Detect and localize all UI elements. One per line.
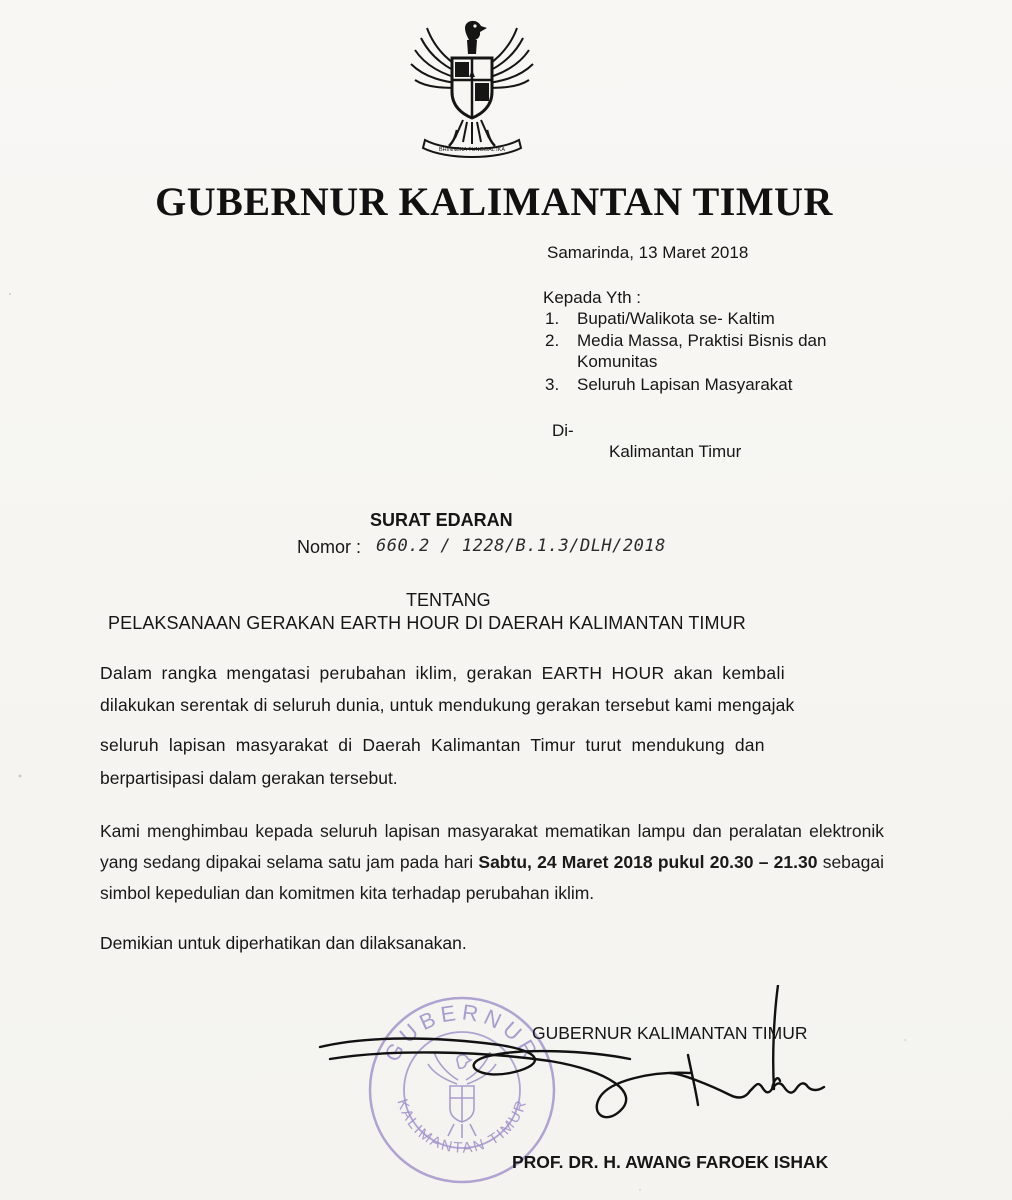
- recipient-line: Seluruh Lapisan Masyarakat: [577, 375, 793, 394]
- body-paragraph-2: [100, 816, 884, 909]
- destination-place: Kalimantan Timur: [609, 442, 742, 461]
- about-label: TENTANG: [406, 590, 491, 610]
- closing-sentence: Demikian untuk diperhatikan dan dilaksanakan.: [100, 933, 467, 953]
- emblem-motto: BHINNEKA TUNGGAL IKA: [438, 147, 506, 153]
- recipient-line: Bupati/Walikota se- Kaltim: [577, 309, 775, 328]
- place-date: Samarinda, 13 Maret 2018: [547, 243, 749, 262]
- body-paragraph-1-line: dilakukan serentak di seluruh dunia, untuk mendukung gerakan tersebut kami mengajak: [100, 695, 795, 715]
- recipient-line: Komunitas: [577, 352, 658, 371]
- addressee-intro: Kepada Yth :: [543, 288, 641, 307]
- nomor-value: 660.2 / 1228/B.1.3/DLH/2018: [376, 536, 666, 556]
- stamp-top-text: GUBERNUR: [379, 999, 545, 1067]
- event-schedule: Sabtu, 24 Maret 2018 pukul 20.30 – 21.30: [478, 852, 818, 872]
- body-paragraph-2-text: sebagai simbol kepedulian dan komitmen kita terhadap perubahan iklim.: [100, 852, 884, 903]
- signatory-name: PROF. DR. H. AWANG FAROEK ISHAK: [512, 1152, 829, 1172]
- recipient-number: 2.: [545, 331, 560, 350]
- body-paragraph-1-line: Dalam rangka mengatasi perubahan iklim, gerakan EARTH HOUR akan kembali: [100, 663, 785, 683]
- circular-subject: PELAKSANAAN GERAKAN EARTH HOUR DI DAERAH KALIMANTAN TIMUR: [108, 613, 746, 633]
- recipient-line: Media Massa, Praktisi Bisnis dan: [577, 331, 827, 350]
- recipient-number: 1.: [545, 309, 560, 328]
- body-paragraph-2-text: Kami menghimbau kepada seluruh lapisan masyarakat mematikan lampu dan peralatan elektronik yang sedang dipakai selama satu jam pada hari: [100, 821, 884, 872]
- signatory-title: GUBERNUR KALIMANTAN TIMUR: [532, 1023, 808, 1043]
- recipient-number: 3.: [545, 375, 560, 394]
- nomor-label: Nomor :: [297, 537, 362, 557]
- circular-title: SURAT EDARAN: [370, 510, 513, 530]
- letterhead-title-text: GUBERNUR KALIMANTAN TIMUR: [155, 179, 833, 224]
- handwritten-signature: [310, 985, 850, 1135]
- garuda-emblem-icon: [397, 10, 547, 160]
- destination-label: Di-: [552, 421, 574, 440]
- body-paragraph-1-line: berpartisipasi dalam gerakan tersebut.: [100, 768, 398, 788]
- body-paragraph-1-line: seluruh lapisan masyarakat di Daerah Kalimantan Timur turut mendukung dan: [100, 735, 765, 755]
- stamp-bottom-text: KALIMANTAN TIMUR: [393, 1096, 531, 1157]
- letterhead-title: [0, 178, 1012, 225]
